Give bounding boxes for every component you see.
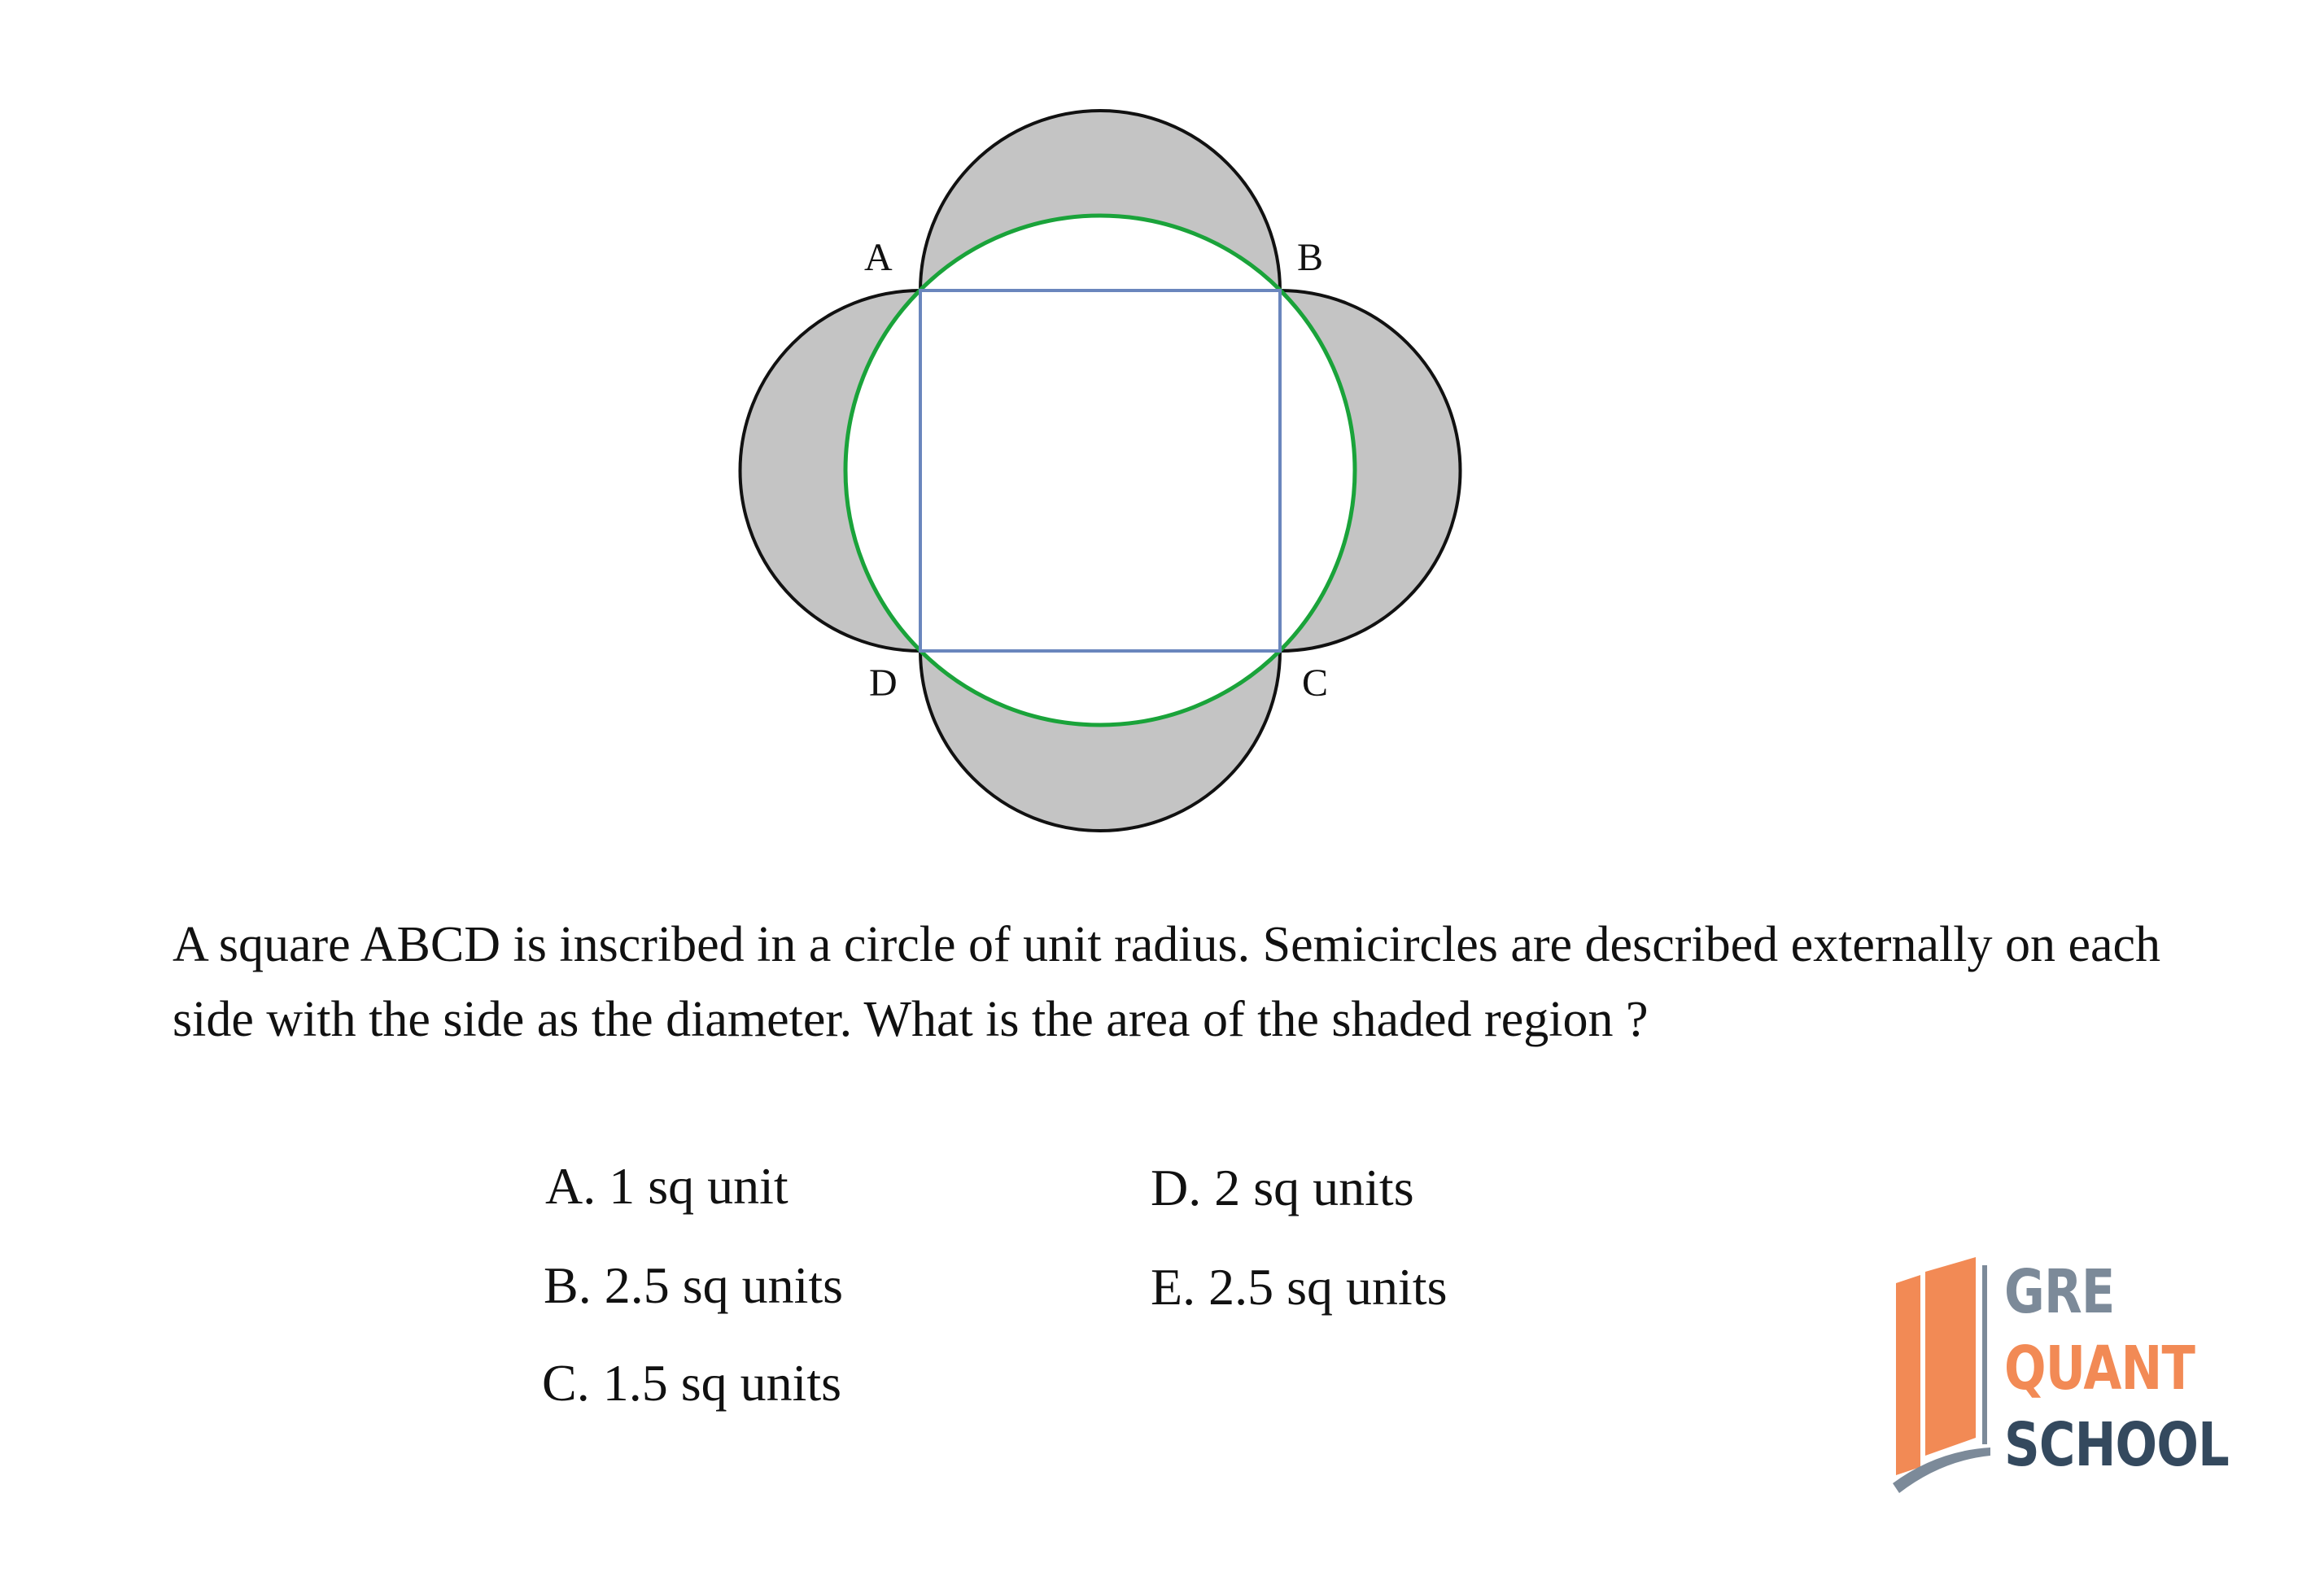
vertex-label-a: A	[864, 236, 893, 279]
book-icon	[1888, 1257, 1994, 1501]
vertex-label-c: C	[1302, 662, 1329, 705]
vertex-label-b: B	[1297, 236, 1324, 279]
logo-text-quant: QUANT	[2004, 1334, 2195, 1404]
option-c[interactable]: C. 1.5 sq units	[542, 1354, 842, 1412]
logo-text-school: SCHOOL	[2004, 1410, 2229, 1480]
question-text: A square ABCD is inscribed in a circle of unit radius. Semicircles are described externally on each side with the side as the diameter. What is the area of the shaded region ?	[173, 917, 2161, 1047]
option-a[interactable]: A. 1 sq unit	[545, 1157, 788, 1215]
option-d[interactable]: D. 2 sq units	[1151, 1159, 1414, 1216]
vertex-label-d: D	[869, 662, 898, 705]
logo-text-gre: GRE	[2004, 1257, 2115, 1327]
option-e[interactable]: E. 2.5 sq units	[1151, 1258, 1448, 1316]
option-b[interactable]: B. 2.5 sq units	[544, 1256, 844, 1314]
gre-quant-school-logo	[1888, 1257, 2229, 1501]
